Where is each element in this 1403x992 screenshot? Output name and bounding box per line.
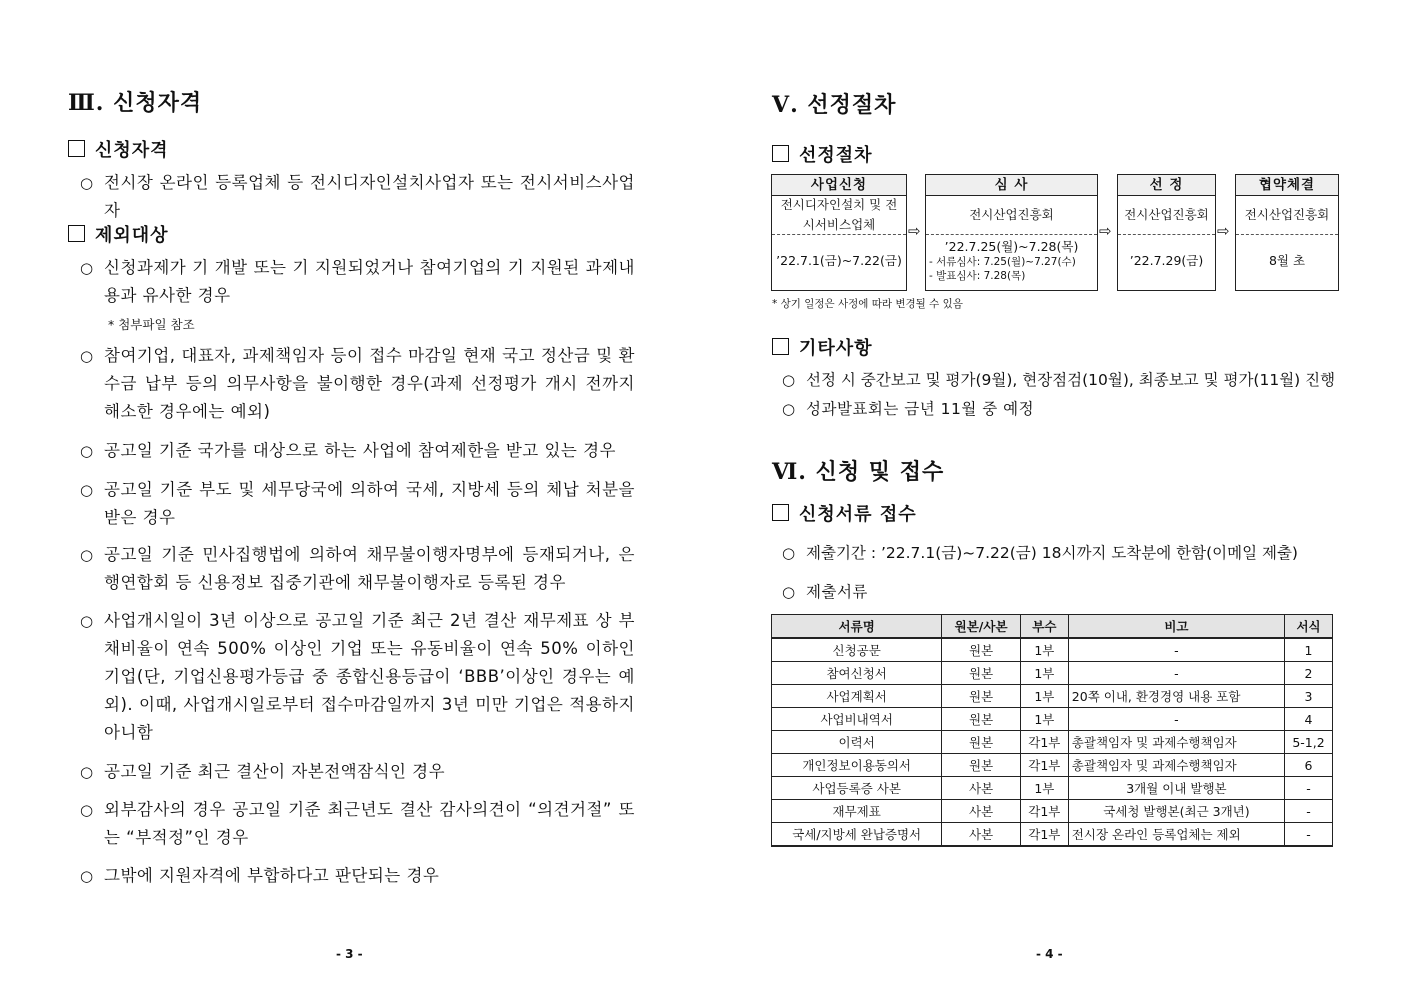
table-row bbox=[772, 777, 1333, 800]
list-item bbox=[80, 607, 635, 747]
table-header-cell: 비고 bbox=[1068, 615, 1284, 639]
table-cell: 총괄책임자 및 과제수행책임자 bbox=[1068, 731, 1284, 754]
subtitle-exclusions bbox=[68, 221, 169, 247]
list-item bbox=[782, 395, 1342, 423]
table-cell: 사본 bbox=[942, 777, 1021, 800]
page-number-right: - 4 - bbox=[1036, 947, 1063, 961]
list-item-text: 공고일 기준 부도 및 세무당국에 의하여 국세, 지방세 등의 체납 처분을 받은 경우 bbox=[104, 480, 635, 527]
list-item bbox=[782, 539, 1342, 567]
arrow-right-icon: ⇨ bbox=[1099, 222, 1112, 240]
table-cell: 국세/지방세 완납증명서 bbox=[772, 823, 942, 847]
table-cell: 각1부 bbox=[1020, 800, 1068, 823]
arrow-right-icon: ⇨ bbox=[1217, 222, 1230, 240]
checkbox-square-icon bbox=[772, 145, 789, 162]
flow-step-title: 협약체결 bbox=[1236, 175, 1338, 196]
subtitle-label: 신청서류 접수 bbox=[799, 504, 917, 525]
list-item-text: 공고일 기준 민사집행법에 의하여 채무불이행자명부에 등재되거나, 은행연합회 등 신용정보 집중기관에 채무불이행자로 등록된 경우 bbox=[104, 545, 635, 592]
page-number-left: - 3 - bbox=[336, 947, 363, 961]
checkbox-square-icon bbox=[772, 338, 789, 355]
list-item-text: 공고일 기준 국가를 대상으로 하는 사업에 참여제한을 받고 있는 경우 bbox=[104, 441, 616, 460]
table-cell: - bbox=[1285, 823, 1333, 847]
section-title-procedure: Ⅴ. 선정절차 bbox=[772, 92, 897, 118]
flow-step-org: 전시산업진흥회 bbox=[926, 196, 1097, 235]
list-item-text: 제출기간 : ’22.7.1(금)~7.22(금) 18시까지 도착분에 한함(이메일 제출) bbox=[806, 544, 1298, 562]
schedule-note: * 상기 일정은 사정에 따라 변경될 수 있음 bbox=[772, 298, 963, 310]
table-cell: - bbox=[1068, 638, 1284, 662]
flow-step-date: ’22.7.25(월)~7.28(목) bbox=[944, 239, 1079, 254]
arrow-right-icon: ⇨ bbox=[908, 222, 921, 240]
list-item-text: 성과발표회는 금년 11월 중 예정 bbox=[806, 400, 1035, 418]
list-item-text: 사업개시일이 3년 이상으로 공고일 기준 최근 2년 결산 재무제표 상 부채비율이 연속 500% 이상인 기업 또는 유동비율이 연속 50% 이하인 기업(단, 기업신용평가등급 중 종합신용등급이 ‘BBB’이상인 경우는 예외). 이때, 사업개시일로부터 접수마감일까지 3년 미만 기업은 적용하지 아니함 bbox=[104, 611, 635, 742]
table-header-cell: 부수 bbox=[1020, 615, 1068, 639]
list-item bbox=[80, 796, 635, 852]
table-cell: 이력서 bbox=[772, 731, 942, 754]
circle-bullet-icon: ○ bbox=[80, 174, 94, 192]
table-cell: 1부 bbox=[1020, 708, 1068, 731]
table-cell: 원본 bbox=[942, 662, 1021, 685]
checkbox-square-icon bbox=[772, 504, 789, 521]
circle-bullet-icon: ○ bbox=[80, 763, 94, 781]
flow-step-agreement bbox=[1235, 174, 1339, 291]
list-item bbox=[80, 437, 635, 465]
table-cell: 국세청 발행본(최근 3개년) bbox=[1068, 800, 1284, 823]
table-cell: 총괄책임자 및 과제수행책임자 bbox=[1068, 754, 1284, 777]
subtitle-label: 선정절차 bbox=[799, 145, 873, 166]
table-cell: 사본 bbox=[942, 823, 1021, 847]
table-cell: 4 bbox=[1285, 708, 1333, 731]
list-item bbox=[80, 758, 635, 786]
flow-step-sub: - 서류심사: 7.25(월)~7.27(수) bbox=[929, 256, 1076, 268]
flow-step-date: 8월 초 bbox=[1268, 253, 1306, 268]
flow-step-date: ’22.7.29(금) bbox=[1129, 253, 1204, 268]
table-cell: 1부 bbox=[1020, 638, 1068, 662]
list-item bbox=[80, 342, 635, 426]
table-cell: 1부 bbox=[1020, 777, 1068, 800]
flow-step-review bbox=[925, 174, 1098, 291]
list-item-text: 공고일 기준 최근 결산이 자본전액잠식인 경우 bbox=[104, 762, 446, 781]
subtitle-label: 신청자격 bbox=[95, 140, 169, 161]
circle-bullet-icon: ○ bbox=[80, 481, 94, 499]
table-cell: 1부 bbox=[1020, 685, 1068, 708]
circle-bullet-icon: ○ bbox=[80, 347, 94, 365]
checkbox-square-icon bbox=[68, 140, 85, 157]
circle-bullet-icon: ○ bbox=[80, 259, 94, 277]
circle-bullet-icon: ○ bbox=[80, 442, 94, 460]
table-cell: 각1부 bbox=[1020, 731, 1068, 754]
table-header-row bbox=[772, 615, 1333, 639]
table-row bbox=[772, 823, 1333, 847]
table-row bbox=[772, 708, 1333, 731]
circle-bullet-icon: ○ bbox=[80, 867, 94, 885]
table-cell: 사업등록증 사본 bbox=[772, 777, 942, 800]
table-cell: 각1부 bbox=[1020, 754, 1068, 777]
table-cell: - bbox=[1285, 777, 1333, 800]
circle-bullet-icon: ○ bbox=[782, 400, 796, 418]
table-row bbox=[772, 638, 1333, 662]
section-title-eligibility: Ⅲ. 신청자격 bbox=[68, 90, 203, 116]
circle-bullet-icon: ○ bbox=[782, 583, 796, 601]
table-cell: 원본 bbox=[942, 685, 1021, 708]
table-row bbox=[772, 731, 1333, 754]
table-cell: 사본 bbox=[942, 800, 1021, 823]
table-cell: 3 bbox=[1285, 685, 1333, 708]
subtitle-eligibility bbox=[68, 136, 169, 162]
list-item-text: 전시장 온라인 등록업체 등 전시디자인설치사업자 또는 전시서비스사업자 bbox=[104, 173, 635, 220]
table-cell: 5-1,2 bbox=[1285, 731, 1333, 754]
table-cell: 재무제표 bbox=[772, 800, 942, 823]
flow-step-title: 사업신청 bbox=[772, 175, 906, 196]
table-cell: 원본 bbox=[942, 754, 1021, 777]
flow-step-apply bbox=[771, 174, 907, 291]
table-cell: - bbox=[1068, 708, 1284, 731]
flow-step-date: ’22.7.1(금)~7.22(금) bbox=[776, 253, 902, 268]
list-item bbox=[80, 254, 635, 310]
list-item-text: 신청과제가 기 개발 또는 기 지원되었거나 참여기업의 기 지원된 과제내용과 유사한 경우 bbox=[104, 258, 635, 305]
table-cell: 전시장 온라인 등록업체는 제외 bbox=[1068, 823, 1284, 847]
table-cell: 1부 bbox=[1020, 662, 1068, 685]
table-cell: 6 bbox=[1285, 754, 1333, 777]
table-header-cell: 원본/사본 bbox=[942, 615, 1021, 639]
table-cell: - bbox=[1285, 800, 1333, 823]
list-item bbox=[782, 578, 1342, 606]
table-cell: 참여신청서 bbox=[772, 662, 942, 685]
flow-step-sub: - 발표심사: 7.28(목) bbox=[929, 270, 1026, 282]
table-row bbox=[772, 800, 1333, 823]
flow-step-title: 심 사 bbox=[926, 175, 1097, 196]
subtitle-others bbox=[772, 334, 873, 360]
list-item bbox=[80, 476, 635, 532]
table-cell: 원본 bbox=[942, 731, 1021, 754]
subtitle-label: 기타사항 bbox=[799, 338, 873, 359]
table-header-cell: 서식 bbox=[1285, 615, 1333, 639]
circle-bullet-icon: ○ bbox=[782, 371, 796, 389]
table-cell: 2 bbox=[1285, 662, 1333, 685]
section-title-application: Ⅵ. 신청 및 접수 bbox=[772, 459, 945, 485]
table-cell: 1 bbox=[1285, 638, 1333, 662]
table-cell: 원본 bbox=[942, 638, 1021, 662]
list-item-text: 그밖에 지원자격에 부합하다고 판단되는 경우 bbox=[104, 866, 440, 885]
circle-bullet-icon: ○ bbox=[782, 544, 796, 562]
checkbox-square-icon bbox=[68, 225, 85, 242]
table-cell: 사업비내역서 bbox=[772, 708, 942, 731]
subtitle-procedure bbox=[772, 141, 873, 167]
table-row bbox=[772, 685, 1333, 708]
attachment-note: * 첨부파일 참조 bbox=[108, 317, 195, 332]
table-cell: - bbox=[1068, 662, 1284, 685]
table-row bbox=[772, 662, 1333, 685]
table-cell: 3개월 이내 발행본 bbox=[1068, 777, 1284, 800]
circle-bullet-icon: ○ bbox=[80, 546, 94, 564]
flow-step-title: 선 정 bbox=[1118, 175, 1215, 196]
list-item bbox=[782, 366, 1342, 394]
table-header-cell: 서류명 bbox=[772, 615, 942, 639]
flow-step-org: 전시산업진흥회 bbox=[1118, 196, 1215, 235]
table-cell: 신청공문 bbox=[772, 638, 942, 662]
list-item bbox=[80, 541, 635, 597]
circle-bullet-icon: ○ bbox=[80, 612, 94, 630]
table-cell: 개인정보이용동의서 bbox=[772, 754, 942, 777]
documents-table bbox=[771, 614, 1333, 847]
subtitle-label: 제외대상 bbox=[95, 225, 169, 246]
flow-step-org: 전시디자인설치 및 전시서비스업체 bbox=[772, 196, 906, 235]
table-cell: 원본 bbox=[942, 708, 1021, 731]
list-item-text: 선정 시 중간보고 및 평가(9월), 현장점검(10월), 최종보고 및 평가(11월) 진행 bbox=[806, 371, 1336, 389]
list-item-text: 제출서류 bbox=[806, 583, 868, 601]
list-item-text: 참여기업, 대표자, 과제책임자 등이 접수 마감일 현재 국고 정산금 및 환수금 납부 등의 의무사항을 불이행한 경우(과제 선정평가 개시 전까지 해소한 경우에는 예외) bbox=[104, 346, 635, 421]
circle-bullet-icon: ○ bbox=[80, 801, 94, 819]
table-cell: 사업계획서 bbox=[772, 685, 942, 708]
list-item-text: 외부감사의 경우 공고일 기준 최근년도 결산 감사의견이 “의견거절” 또는 “부적정”인 경우 bbox=[104, 800, 635, 847]
table-cell: 각1부 bbox=[1020, 823, 1068, 847]
table-cell: 20쪽 이내, 환경경영 내용 포함 bbox=[1068, 685, 1284, 708]
list-item bbox=[80, 169, 635, 220]
list-item bbox=[80, 862, 635, 890]
flow-step-org: 전시산업진흥회 bbox=[1236, 196, 1338, 235]
table-row bbox=[772, 754, 1333, 777]
flow-step-select bbox=[1117, 174, 1216, 291]
subtitle-submission bbox=[772, 500, 917, 526]
